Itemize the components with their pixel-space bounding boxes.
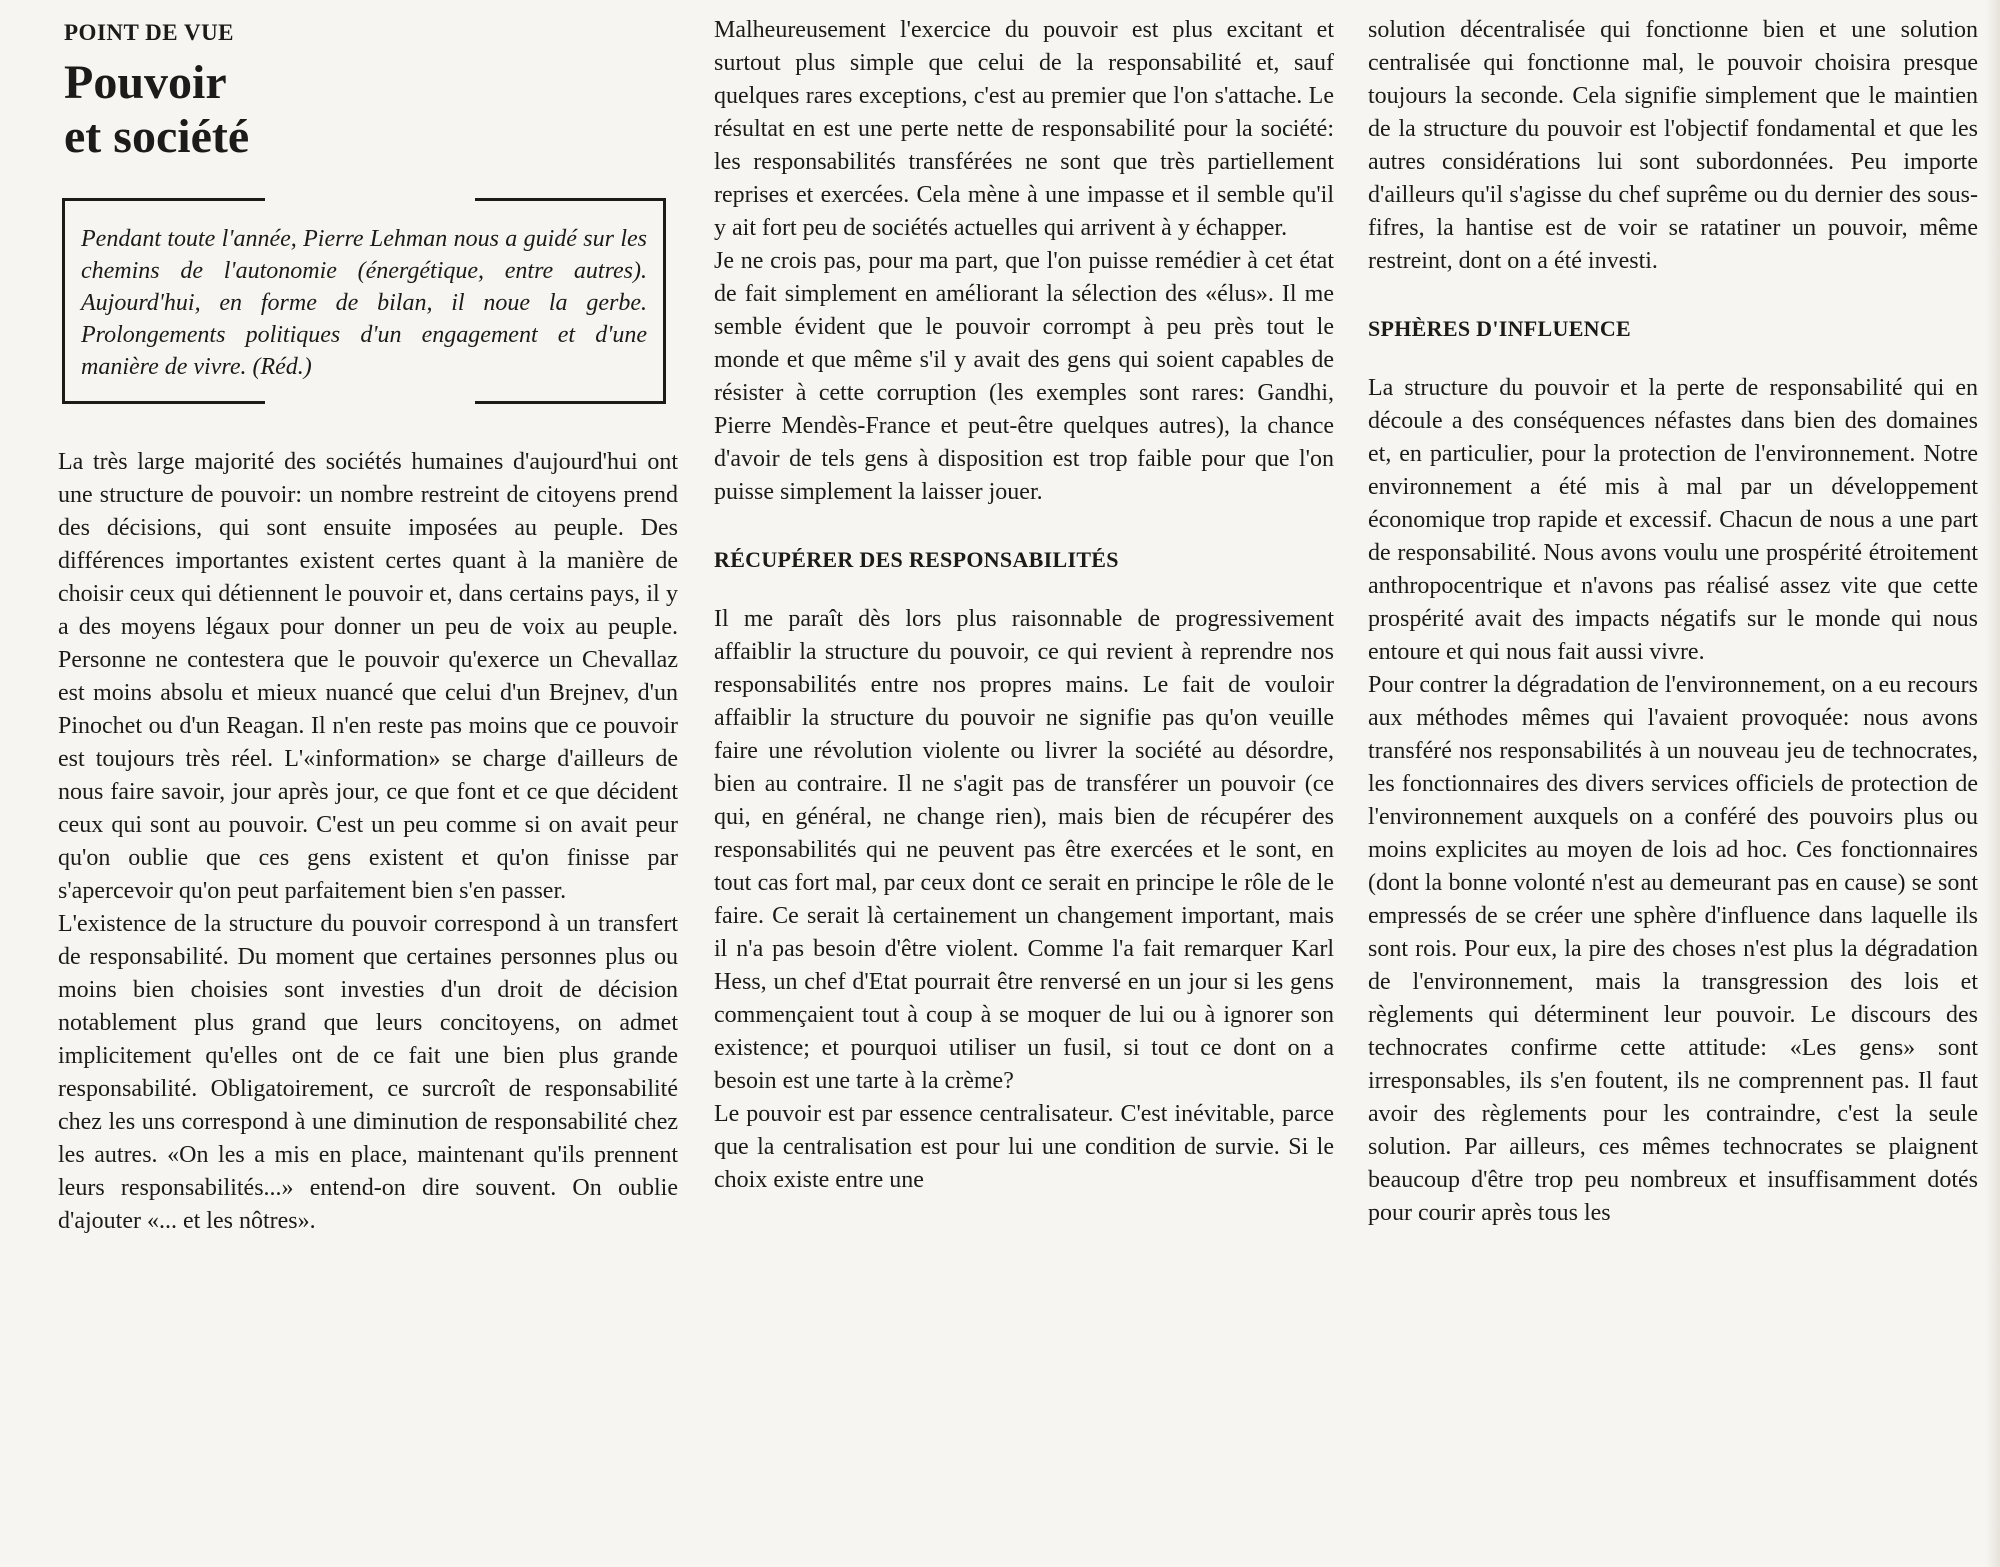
- paragraph: Malheureusement l'exercice du pouvoir est plus excitant et surtout plus simple que celui de la responsabilité et, sauf quelques rares exceptions, c'est au premier que l'on s'attache. Le résultat en est une perte nette de responsabilité pour la société: les responsabilités transférées ne sont que très partiellement reprises et exercées. Cela mène à une impasse et il semble qu'il y ait fort peu de sociétés actuelles qui arrivent à y échapper.: [714, 17, 1334, 241]
- lead-text: Pendant toute l'année, Pierre Lehman nous a guidé sur les chemins de l'autonomie (énergétique, entre autres). Aujourd'hui, en forme de bilan, il noue la gerbe. Prolongements politiques d'un engagement et d'une manière de vivre. (Réd.): [81, 226, 647, 380]
- paragraph: solution décentralisée qui fonctionne bien et une solution centralisée qui fonctionne mal, le pouvoir choisira presque toujours la seconde. Cela signifie simplement que le maintien de la structure du pouvoir est l'objectif fondamental et que les autres considérations lui sont subordonnées. Peu importe d'ailleurs qu'il s'agisse du chef suprême ou du dernier des sous-fifres, la hantise est de voir se ratatiner un pouvoir, même restreint, dont on a été investi.: [1368, 17, 1978, 274]
- paragraph: Le pouvoir est par essence centralisateur. C'est inévitable, parce que la centralisation est pour lui une condition de survie. Si le choix existe entre une: [714, 1101, 1334, 1193]
- paragraph: Je ne crois pas, pour ma part, que l'on puisse remédier à cet état de fait simplement en améliorant la sélection des «élus». Il me semble évident que le pouvoir corrompt à peu près tout le monde et que même s'il y avait des gens qui soient capables de résister à cette corruption (les exemples sont rares: Gandhi, Pierre Mendès-France et peut-être quelques autres), la chance d'avoir de tels gens à disposition est trop faible pour que l'on puisse simplement la laisser jouer.: [714, 248, 1334, 505]
- paragraph: La structure du pouvoir et la perte de responsabilité qui en découle a des conséquences néfastes dans bien des domaines et, en particulier, pour la protection de l'environnement. Notre environnement a été mis à mal par un développement économique trop rapide et excessif. Chacun de nous a une part de responsabilité. Nous avons voulu une prospérité étroitement anthropocentrique et n'avons pas réalisé assez vite que cette prospérité avait des impacts négatifs sur le monde qui nous entoure et qui nous fait aussi vivre.: [1368, 375, 1978, 665]
- section-kicker: POINT DE VUE: [64, 20, 235, 45]
- paragraph: Il me paraît dès lors plus raisonnable de progressivement affaiblir la structure du pouvoir, ce qui revient à reprendre nos responsabilités entre nos propres mains. Le fait de vouloir affaiblir la structure du pouvoir ne signifie pas qu'on veuille faire une révolution violente ou livrer la société au désordre, bien au contraire. Il ne s'agit pas de transférer un pouvoir (ce qui, en général, ne change rien), mais bien de récupérer des responsabilités qui ne peuvent pas être exercées et le sont, en tout cas fort mal, par ceux dont ce serait en principe le rôle de le faire. Ce serait là certainement un changement important, mais il n'a pas besoin d'être violent. Comme l'a fait remarquer Karl Hess, un chef d'Etat pourrait être renversé en un jour si les gens commençaient tout à coup à se moquer de lui ou à ignorer son existence; et pourquoi utiliser un fusil, si tout ce dont on a besoin est une tarte à la crème?: [714, 606, 1334, 1094]
- lead-box-gap-bottom: [265, 401, 475, 404]
- paragraph: L'existence de la structure du pouvoir correspond à un transfert de responsabilité. Du moment que certaines personnes plus ou moins bien choisies sont investies d'un droit de décision notablement plus grand que leurs concitoyens, on admet implicitement qu'elles ont de ce fait une bien plus grande responsabilité. Obligatoirement, ce surcroît de responsabilité chez les uns correspond à une diminution de responsabilité chez les autres. «On les a mis en place, maintenant qu'ils prennent leurs responsabilités...» entend-on dire souvent. On oublie d'ajouter «... et les nôtres».: [58, 911, 678, 1234]
- column-2: [714, 14, 1334, 1197]
- paragraph: Pour contrer la dégradation de l'environnement, on a eu recours aux méthodes mêmes qui l'avaient provoquée: nous avons transféré nos responsabilités à un nouveau jeu de technocrates, les fonctionnaires des divers services officiels de protection de l'environnement auxquels on a conféré des pouvoirs plus ou moins explicites au moyen de lois ad hoc. Ces fonctionnaires (dont la bonne volonté n'est au demeurant pas en cause) se sont empressés de se créer une sphère d'influence dans laquelle ils sont rois. Pour eux, la pire des choses n'est plus la dégradation de l'environnement, mais la transgression des lois et règlements qui déterminent leur pouvoir. Le discours des technocrates confirme cette attitude: «Les gens» sont irresponsables, ils s'en foutent, ils ne comprennent pas. Il faut avoir des règlements pour les contraindre, c'est la seule solution. Par ailleurs, ces mêmes technocrates se plaignent beaucoup d'être trop peu nombreux et insuffisamment dotés pour courir après tous les: [1368, 672, 1978, 1226]
- column-3: [1368, 14, 1978, 1230]
- lead-box: [62, 198, 666, 404]
- paragraph: La très large majorité des sociétés humaines d'aujourd'hui ont une structure de pouvoir: un nombre restreint de citoyens prend des décisions, qui sont ensuite imposées au peuple. Des différences importantes existent certes quant à la manière de choisir ceux qui détiennent le pouvoir et, dans certains pays, il y a des moyens légaux pour donner un peu de voix au peuple. Personne ne contestera que le pouvoir qu'exerce un Chevallaz est moins absolu et mieux nuancé que celui d'un Brejnev, d'un Pinochet ou d'un Reagan. Il n'en reste pas moins que ce pouvoir est toujours très réel. L'«information» se charge d'ailleurs de nous faire savoir, jour après jour, ce que font et ce que décident ceux qui sont au pouvoir. C'est un peu comme si on avait peur qu'on oublie que ces gens existent et qu'on finisse par s'apercevoir qu'on peut parfaitement bien s'en passer.: [58, 449, 678, 904]
- subheading: RÉCUPÉRER DES RESPONSABILITÉS: [714, 547, 1119, 572]
- title-line-1: Pouvoir: [64, 56, 227, 109]
- subheading: SPHÈRES D'INFLUENCE: [1368, 316, 1632, 341]
- page-edge-shadow: [1986, 0, 2000, 1567]
- title-line-2: et société: [64, 110, 250, 163]
- column-1: [58, 14, 678, 1238]
- lead-box-gap-top: [265, 198, 475, 201]
- article-title: [64, 56, 678, 164]
